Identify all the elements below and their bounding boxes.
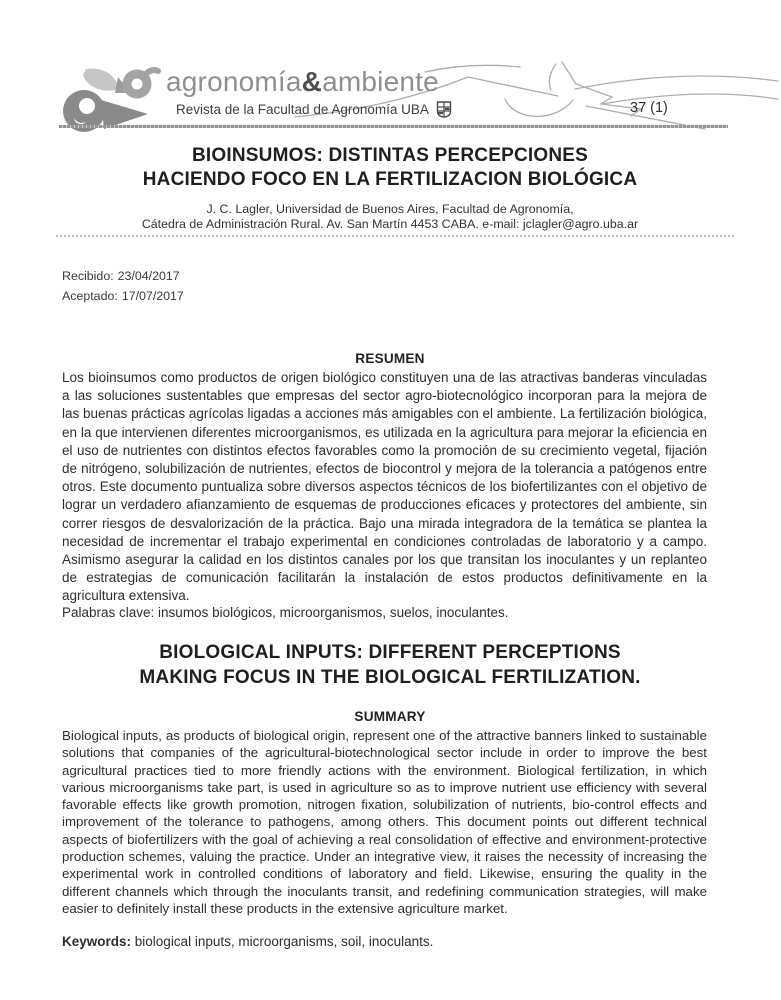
article-title-es-line1: BIOINSUMOS: DISTINTAS PERCEPCIONES [192,145,588,166]
keywords-label: Keywords: [62,934,132,949]
keywords-line [62,934,707,949]
author-line1: J. C. Lagler, Universidad de Buenos Aires, Facultad de Agronomía, [206,202,574,216]
summary-heading: SUMMARY [354,709,426,724]
palabras-clave-line: Palabras clave: insumos biológicos, microorganismos, suelos, inoculantes. [62,605,509,620]
author-affiliation [40,202,740,231]
issue-number: 37 (1) [630,100,668,116]
article-title-es [40,144,740,192]
resumen-heading: RESUMEN [355,351,425,366]
journal-logo-icon [58,66,170,134]
article-title-es-line2: HACIENDO FOCO EN LA FERTILIZACION BIOLÓGICA [142,169,638,190]
received-label: Recibido: [62,269,114,283]
received-value: 23/04/2017 [117,269,180,283]
accepted-date-line [62,289,184,303]
journal-ampersand: & [301,66,323,97]
author-line2: Cátedra de Administración Rural. Av. San Martín 4453 CABA. e-mail: jclagler@agro.uba.ar [141,216,639,231]
author-separator-rule [56,235,734,237]
keywords-text: biological inputs, microorganisms, soil, inoculants. [131,934,434,949]
accepted-value: 17/07/2017 [121,289,184,303]
uba-crest-icon [436,101,452,118]
article-title-en-line1: BIOLOGICAL INPUTS: DIFFERENT PERCEPTIONS [159,642,621,663]
journal-name-part2: ambiente [322,66,439,97]
article-title-en [40,640,740,690]
journal-subtitle: Revista de la Facultad de Agronomía UBA [176,102,429,117]
summary-paragraph: Biological inputs, as products of biological origin, represent one of the attractive banners linked to sustainable solutions that companies of the agricultural-biotechnological sector include in order to improve the best agricultural practices tied to more friendly actions with the environment. Biological fertilization, in which various microorganisms take part, is used in agriculture so as to improve nutrient use efficiency with several favorable effects like growth promotion, nitrogen fixation, solubilization of nutrients, bio-control effects and improvement of the tolerance to pathogens, among others. This document points out different technical aspects of biofertilizers with the goal of achieving a real consolidation of effective and environment-protective production schemes, valuing the practice. Under an integrative view, it raises the necessity of increasing the experimental work in controlled conditions of laboratory and field. Likewise, ensuring the quality in the different channels which through the inoculants transit, and redefining communication strategies, will make easier to definitely install these products in the extensive agriculture market. [62,728,707,916]
accepted-label: Aceptado: [62,289,118,303]
article-title-en-line2: MAKING FOCUS IN THE BIOLOGICAL FERTILIZATION. [139,667,641,688]
journal-wordmark [166,66,439,98]
resumen-paragraph: Los bioinsumos como productos de origen biológico constituyen una de las atractivas banderas vinculadas a las soluciones sustentables que empresas del sector agro-biotecnológico incorporan para la mejora de las buenas prácticas agrícolas ligadas a acciones más amigables con el ambiente. La fertilización biológica, en la que intervienen diferentes microorganismos, es utilizada en la agricultura para mejorar la eficiencia en el uso de nutrientes con distintos efectos favorables como la promoción de su crecimiento vegetal, fijación de nitrógeno, solubilización de nutrientes, efectos de biocontrol y mejora de la tolerancia a patógenos entre otros. Este documento puntualiza sobre diversos aspectos técnicos de los biofertilizantes con el objetivo de lograr un verdadero afianzamiento de esquemas de producciones eficaces y protectores del ambiente, sin correr riesgos de desvalorización de la práctica. Bajo una mirada integradora de la temática se plantea la necesidad de incrementar el trabajo experimental en condiciones controladas de laboratorio y a campo. Asimismo asegurar la calidad en los distintos canales por los que transitan los inoculantes y un replanteo de estrategias de comunicación facilitarán la instalación de estos productos definitivamente en la agricultura extensiva. [62,370,707,604]
journal-name-part1: agronomía [166,66,302,97]
header-rule [59,125,728,128]
received-date-line [62,269,180,283]
journal-subtitle-row [176,101,452,118]
